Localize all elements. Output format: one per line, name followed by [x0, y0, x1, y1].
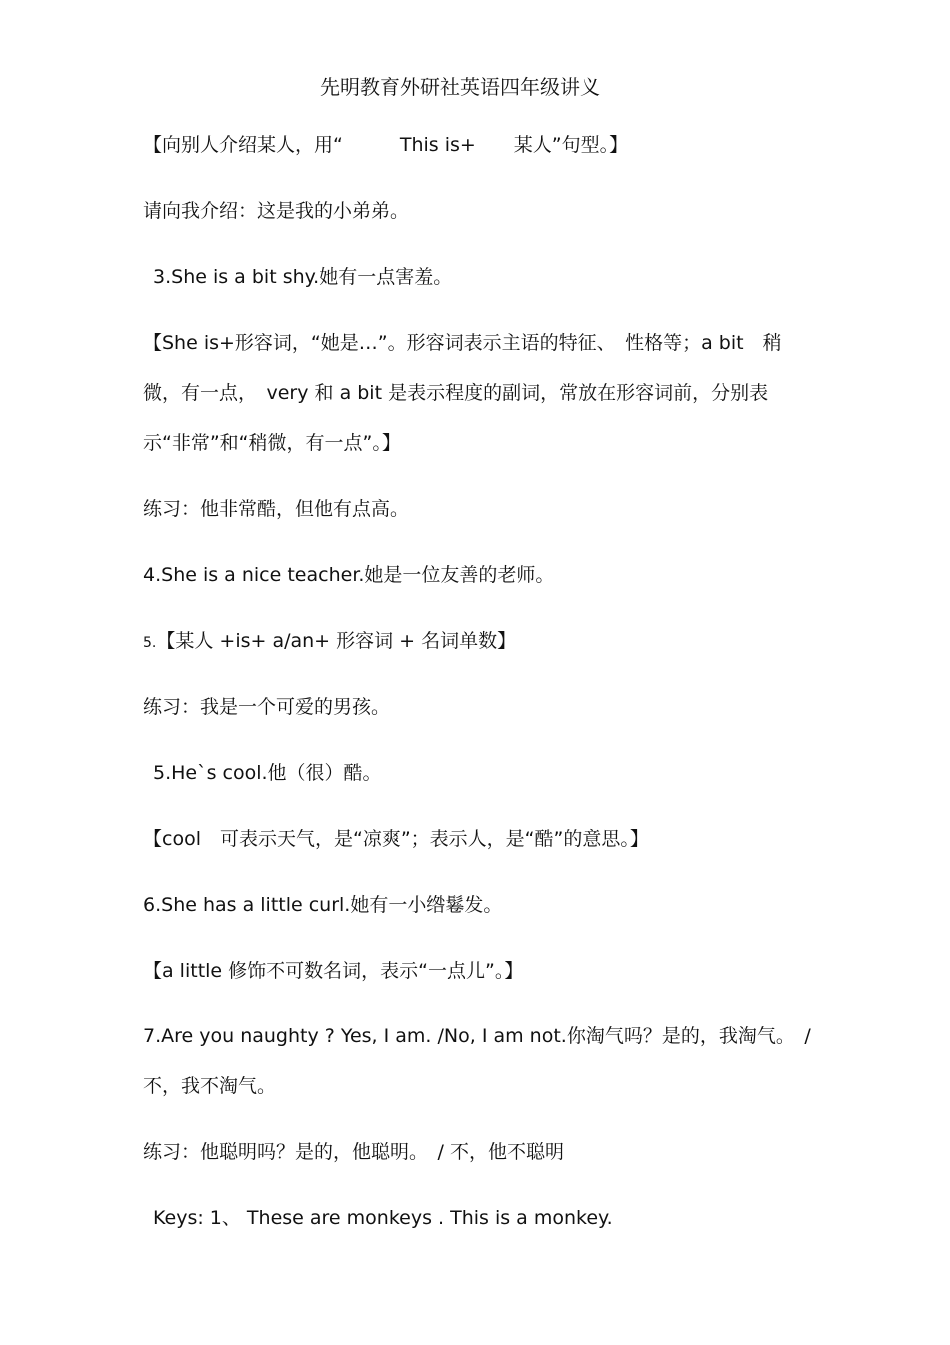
sentence-5: 5.He`s cool.他（很）酷。: [153, 762, 382, 784]
note-6: 【a little 修饰不可数名词，表示“一点儿”。】: [143, 960, 524, 982]
sentence-7-line-2: 不，我不淘气。: [143, 1075, 277, 1097]
note-4: [143, 629, 516, 655]
note-5: 【cool 可表示天气，是“凉爽”；表示人，是“酷”的意思。】: [143, 828, 649, 850]
note-4-number: 5.: [143, 635, 157, 651]
practice-3: 练习：他非常酷，但他有点高。: [143, 498, 410, 520]
sentence-7-line-1: 7.Are you naughty ? Yes, I am. /No, I am not.你淘气吗？是的，我淘气。 /: [143, 1025, 811, 1047]
sentence-6: 6.She has a little curl.她有一小绺鬈发。: [143, 894, 503, 916]
note-3-line-3: 示“非常”和“稍微，有一点”。】: [143, 432, 401, 454]
answer-keys: Keys: 1、 These are monkeys . This is a monkey.: [153, 1207, 613, 1229]
note-4-text: 【某人 +is+ a/an+ 形容词 + 名词单数】: [156, 630, 517, 652]
note-3-line-2: 微，有一点， very 和 a bit 是表示程度的副词，常放在形容词前，分别表: [143, 382, 769, 404]
sentence-4: 4.She is a nice teacher.她是一位友善的老师。: [143, 564, 555, 586]
practice-7: 练习：他聪明吗？是的，他聪明。 / 不，他不聪明: [143, 1141, 564, 1163]
practice-intro: 请向我介绍：这是我的小弟弟。: [143, 200, 410, 222]
intro-rule: 【向别人介绍某人，用“ This is+ 某人”句型。】: [143, 134, 629, 156]
practice-4: 练习：我是一个可爱的男孩。: [143, 696, 391, 718]
note-3-line-1: 【She is+形容词，“她是…”。形容词表示主语的特征、 性格等；a bit 稍: [143, 332, 782, 354]
sentence-3: 3.She is a bit shy.她有一点害羞。: [153, 266, 453, 288]
document-title: 先明教育外研社英语四年级讲义: [320, 75, 600, 99]
